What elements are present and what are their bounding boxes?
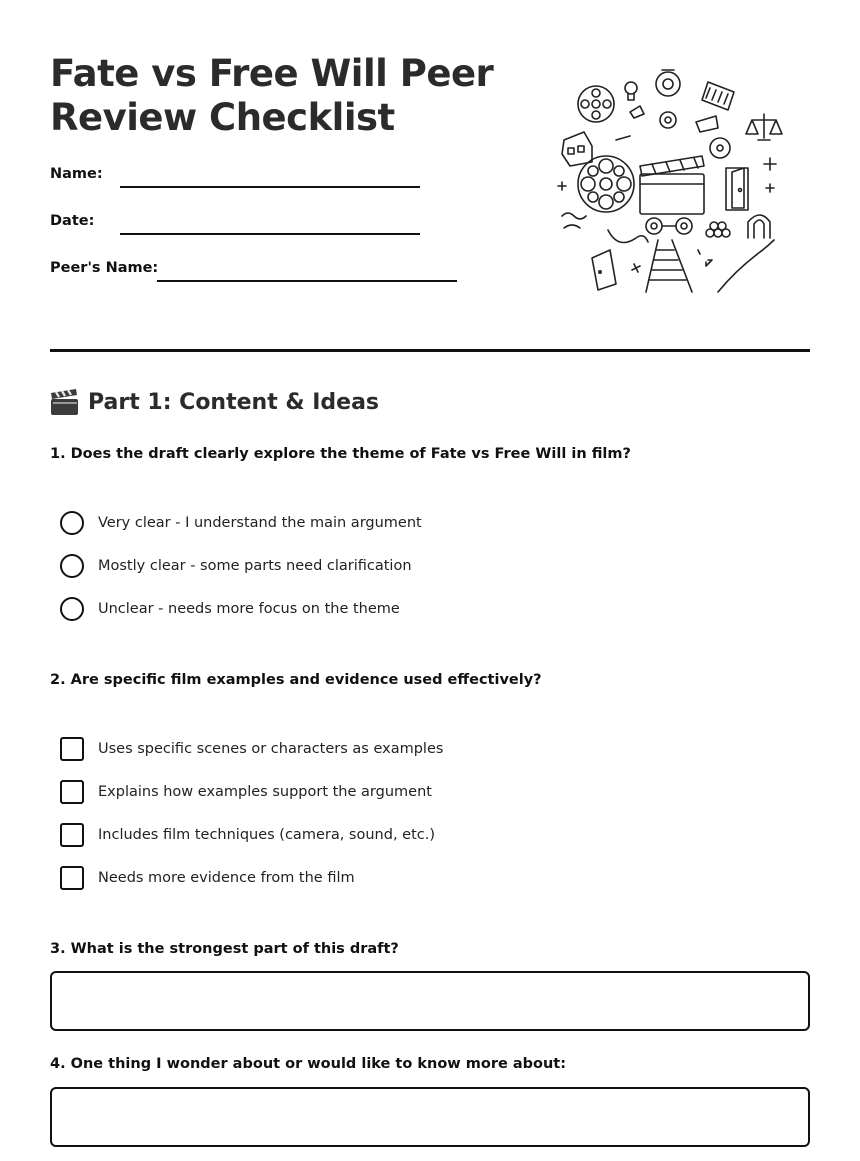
part1-heading-text: Part 1: Content & Ideas bbox=[88, 389, 380, 415]
checkbox[interactable] bbox=[60, 737, 84, 761]
name-input[interactable] bbox=[120, 162, 424, 184]
q2-option-needs-evidence[interactable] bbox=[60, 866, 355, 890]
q4-answer-box[interactable] bbox=[50, 1087, 810, 1147]
q3-answer-box[interactable] bbox=[50, 971, 810, 1031]
q2-option-specific-scenes[interactable] bbox=[60, 737, 443, 761]
q1-option-very-clear[interactable] bbox=[60, 511, 422, 535]
date-field[interactable] bbox=[120, 233, 420, 235]
option-label: Unclear - needs more focus on the theme bbox=[98, 601, 400, 617]
clapperboard-icon bbox=[50, 388, 80, 416]
question-1: 1. Does the draft clearly explore the theme of Fate vs Free Will in film? bbox=[50, 446, 631, 462]
film-doodles-illustration bbox=[548, 62, 788, 297]
checkbox[interactable] bbox=[60, 866, 84, 890]
option-label: Includes film techniques (camera, sound, etc.) bbox=[98, 827, 436, 843]
question-3: 3. What is the strongest part of this draft? bbox=[50, 941, 399, 957]
question-2: 2. Are specific film examples and evidence used effectively? bbox=[50, 672, 542, 688]
part1-heading bbox=[50, 388, 379, 416]
radio-button[interactable] bbox=[60, 597, 84, 621]
radio-button[interactable] bbox=[60, 554, 84, 578]
option-label: Very clear - I understand the main argument bbox=[98, 515, 422, 531]
peer-name-field[interactable] bbox=[157, 280, 457, 282]
name-label: Name: bbox=[50, 166, 103, 182]
peer-name-input[interactable] bbox=[157, 256, 461, 278]
checkbox[interactable] bbox=[60, 823, 84, 847]
checkbox[interactable] bbox=[60, 780, 84, 804]
option-label: Explains how examples support the argument bbox=[98, 784, 432, 800]
option-label: Mostly clear - some parts need clarification bbox=[98, 558, 412, 574]
name-field[interactable] bbox=[120, 186, 420, 188]
q1-option-unclear[interactable] bbox=[60, 597, 400, 621]
question-4: 4. One thing I wonder about or would like to know more about: bbox=[50, 1056, 567, 1072]
page-title: Fate vs Free Will Peer Review Checklist bbox=[50, 52, 494, 139]
option-label: Uses specific scenes or characters as examples bbox=[98, 741, 444, 757]
q1-option-mostly-clear[interactable] bbox=[60, 554, 412, 578]
radio-button[interactable] bbox=[60, 511, 84, 535]
date-label: Date: bbox=[50, 213, 95, 229]
q2-option-film-techniques[interactable] bbox=[60, 823, 435, 847]
peer-name-label: Peer's Name: bbox=[50, 260, 159, 276]
section-divider bbox=[50, 349, 810, 352]
option-label: Needs more evidence from the film bbox=[98, 870, 355, 886]
q2-option-explains-examples[interactable] bbox=[60, 780, 432, 804]
date-input[interactable] bbox=[120, 209, 424, 231]
